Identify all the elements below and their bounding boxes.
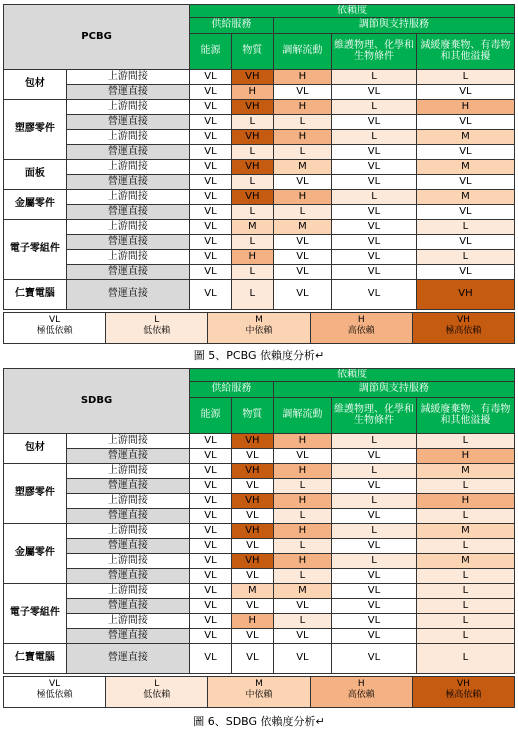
dependency-cell: M (273, 160, 331, 175)
dependency-cell: VH (231, 554, 273, 569)
legend-item-l (106, 677, 208, 707)
dependency-cell: VL (273, 644, 331, 674)
dependency-cell: M (273, 584, 331, 599)
dependency-cell: VL (332, 175, 417, 190)
scope-label: 營運直接 (66, 644, 189, 674)
dependency-cell: VL (332, 250, 417, 265)
dependency-cell: L (416, 614, 514, 629)
dependency-cell: VL (190, 494, 232, 509)
dependency-cell: L (273, 539, 331, 554)
dependency-cell: VL (332, 235, 417, 250)
legend-code: VL (49, 315, 61, 325)
dependency-cell: VL (273, 85, 331, 100)
dependency-cell: VL (190, 479, 232, 494)
category-塑膠零件: 塑膠零件 (4, 464, 67, 524)
dependency-cell: M (416, 190, 514, 205)
dependency-cell: VL (190, 464, 232, 479)
scope-label: 上游間接 (66, 434, 189, 449)
dependency-cell: L (273, 569, 331, 584)
table-row (4, 569, 515, 584)
material-col-header: 物質 (231, 398, 273, 434)
dependency-cell: VL (190, 190, 232, 205)
table-row (4, 265, 515, 280)
table-row (4, 434, 515, 449)
dependency-cell: L (416, 584, 514, 599)
dependency-cell: VL (273, 235, 331, 250)
table-row (4, 554, 515, 569)
dependency-cell: VL (416, 85, 514, 100)
dependency-cell: L (416, 479, 514, 494)
dependency-cell: M (416, 464, 514, 479)
dependency-cell: VL (416, 265, 514, 280)
dependency-cell: VH (231, 160, 273, 175)
dependency-cell: L (273, 509, 331, 524)
table-row (4, 479, 515, 494)
category-面板: 面板 (4, 160, 67, 190)
dependency-cell: L (416, 644, 514, 674)
scope-label: 營運直接 (66, 569, 189, 584)
legend-item-vh (413, 677, 514, 707)
dependency-cell: L (416, 569, 514, 584)
regulation-services-header: 調節與支持服務 (273, 382, 514, 398)
legend-item-m (208, 677, 310, 707)
dependency-cell: VL (273, 280, 331, 310)
dependency-cell: VL (332, 265, 417, 280)
dependency-cell: VL (231, 599, 273, 614)
category-仁寶電腦: 仁寶電腦 (4, 280, 67, 310)
dependency-cell: VL (273, 599, 331, 614)
dependency-cell: L (332, 524, 417, 539)
legend-text: 極高依賴 (445, 690, 482, 700)
legend-code: H (357, 679, 365, 689)
dependency-cell: VL (190, 449, 232, 464)
dependency-cell: VL (416, 175, 514, 190)
material-col-header: 物質 (231, 34, 273, 70)
dependency-cell: VL (332, 280, 417, 310)
dependency-cell: L (416, 250, 514, 265)
legend-item-h (311, 313, 413, 343)
dependency-cell: L (332, 130, 417, 145)
dependency-cell: VL (416, 145, 514, 160)
dependency-cell: VL (190, 434, 232, 449)
dependency-cell: VL (190, 280, 232, 310)
dependency-cell: VL (190, 220, 232, 235)
legend-code: VH (456, 315, 470, 325)
dependency-cell: H (273, 524, 331, 539)
dependency-cell: VL (273, 175, 331, 190)
dependency-cell: L (231, 280, 273, 310)
legend-code: L (154, 315, 160, 325)
dependency-cell: VL (190, 554, 232, 569)
dependency-cell: VL (273, 265, 331, 280)
dependency-cell: L (231, 205, 273, 220)
dependency-table-sdbg (3, 368, 515, 674)
table-row (4, 599, 515, 614)
dependency-cell: L (416, 220, 514, 235)
category-金屬零件: 金屬零件 (4, 524, 67, 584)
dependency-cell: M (231, 220, 273, 235)
flow-col-header: 調解流動 (273, 398, 331, 434)
dependency-cell: VH (231, 100, 273, 115)
dependency-cell: L (332, 434, 417, 449)
legend-code: VH (456, 679, 470, 689)
energy-col-header: 能源 (190, 34, 232, 70)
dependency-cell: L (231, 115, 273, 130)
dependency-cell: VL (231, 479, 273, 494)
dependency-cell: H (416, 100, 514, 115)
legend-text: 極高依賴 (445, 326, 482, 336)
dependency-cell: L (273, 145, 331, 160)
dependency-cell: VL (231, 644, 273, 674)
table-row (4, 145, 515, 160)
scope-label: 上游間接 (66, 614, 189, 629)
dependency-cell: VL (332, 449, 417, 464)
dependency-cell: VL (190, 70, 232, 85)
dependency-cell: VL (416, 115, 514, 130)
dependency-cell: VL (190, 509, 232, 524)
dependency-cell: VL (332, 569, 417, 584)
scope-label: 上游間接 (66, 70, 189, 85)
dependency-cell: VL (190, 614, 232, 629)
scope-label: 營運直接 (66, 539, 189, 554)
scope-label: 營運直接 (66, 449, 189, 464)
scope-label: 上游間接 (66, 160, 189, 175)
dependency-cell: L (416, 599, 514, 614)
legend-code: L (154, 679, 160, 689)
dependency-cell: L (332, 70, 417, 85)
dependency-cell: L (273, 614, 331, 629)
scope-label: 上游間接 (66, 584, 189, 599)
scope-label: 營運直接 (66, 205, 189, 220)
dependency-cell: H (273, 434, 331, 449)
legend-text: 極低依賴 (36, 326, 73, 336)
dependency-cell: M (416, 524, 514, 539)
legend-text: 低依賴 (143, 690, 171, 700)
dependency-cell: VL (273, 449, 331, 464)
table-row (4, 130, 515, 145)
table-title: PCBG (4, 5, 190, 70)
dependency-cell: L (231, 175, 273, 190)
dependency-cell: L (416, 70, 514, 85)
dependency-cell: H (273, 494, 331, 509)
scope-label: 上游間接 (66, 524, 189, 539)
legend-item-vh (413, 313, 514, 343)
dependency-cell: VL (190, 539, 232, 554)
scope-label: 營運直接 (66, 509, 189, 524)
dependency-cell: H (273, 100, 331, 115)
dependency-cell: L (416, 629, 514, 644)
dependency-cell: VL (332, 479, 417, 494)
scope-label: 上游間接 (66, 130, 189, 145)
table-row (4, 449, 515, 464)
dependency-cell: L (231, 235, 273, 250)
dependency-cell: VL (190, 205, 232, 220)
legend-item-h (311, 677, 413, 707)
dependency-cell: VL (332, 160, 417, 175)
dependency-cell: VL (231, 509, 273, 524)
bio-col-header: 維護物理、化學和生物條件 (332, 34, 417, 70)
table-row (4, 644, 515, 674)
dependency-cell: VL (190, 250, 232, 265)
dependency-table-pcbg (3, 4, 515, 310)
dependency-cell: VL (190, 599, 232, 614)
dependency-cell: VL (416, 235, 514, 250)
table-row (4, 250, 515, 265)
dependency-cell: VL (190, 584, 232, 599)
legend-pcbg (3, 312, 515, 344)
dependency-cell: L (273, 115, 331, 130)
supply-services-header: 供給服務 (190, 382, 274, 398)
legend-code: M (255, 315, 263, 325)
category-包材: 包材 (4, 434, 67, 464)
legend-text: 高依賴 (347, 690, 375, 700)
flow-col-header: 調解流動 (273, 34, 331, 70)
dependency-cell: L (416, 434, 514, 449)
dependency-cell: VL (332, 145, 417, 160)
scope-label: 上游間接 (66, 100, 189, 115)
dependency-cell: L (416, 539, 514, 554)
table-row (4, 85, 515, 100)
legend-code: VL (49, 679, 61, 689)
table-row (4, 160, 515, 175)
table-title: SDBG (4, 369, 190, 434)
dependency-cell: VL (190, 569, 232, 584)
table-row (4, 524, 515, 539)
legend-text: 中依賴 (245, 690, 273, 700)
dependency-cell: H (416, 449, 514, 464)
scope-label: 營運直接 (66, 599, 189, 614)
dependency-cell: VL (231, 629, 273, 644)
dependency-cell: VL (190, 160, 232, 175)
legend-item-l (106, 313, 208, 343)
dependency-cell: L (332, 190, 417, 205)
scope-label: 上游間接 (66, 250, 189, 265)
legend-text: 極低依賴 (36, 690, 73, 700)
dependency-cell: VH (231, 190, 273, 205)
dependency-cell: L (416, 509, 514, 524)
dependency-cell: VH (231, 130, 273, 145)
dependency-cell: VH (416, 280, 514, 310)
legend-code: M (255, 679, 263, 689)
dependency-cell: VH (231, 70, 273, 85)
dependency-cell: VL (332, 85, 417, 100)
dependency-cell: VL (332, 644, 417, 674)
dependency-cell: VL (190, 130, 232, 145)
supply-services-header: 供給服務 (190, 18, 274, 34)
legend-item-vl (4, 313, 106, 343)
legend-sdbg (3, 676, 515, 708)
dependency-cell: VL (332, 584, 417, 599)
dependency-cell: VL (332, 509, 417, 524)
dependency-cell: L (273, 479, 331, 494)
dependency-cell: L (332, 554, 417, 569)
category-金屬零件: 金屬零件 (4, 190, 67, 220)
figure-caption: 圖 6、SDBG 依賴度分析↵ (193, 715, 325, 728)
scope-label: 上游間接 (66, 464, 189, 479)
waste-col-header: 減緩廢棄物、有毒物和其他溢擾 (416, 34, 514, 70)
table-row (4, 70, 515, 85)
dependency-cell: H (416, 494, 514, 509)
dependency-cell: VL (190, 85, 232, 100)
table-row (4, 629, 515, 644)
dependency-cell: VH (231, 524, 273, 539)
legend-code: H (357, 315, 365, 325)
dependency-cell: VL (190, 115, 232, 130)
dependency-cell: VL (332, 539, 417, 554)
table-row (4, 220, 515, 235)
regulation-services-header: 調節與支持服務 (273, 18, 514, 34)
category-包材: 包材 (4, 70, 67, 100)
waste-col-header: 減緩廢棄物、有毒物和其他溢擾 (416, 398, 514, 434)
dependency-cell: VL (332, 115, 417, 130)
category-塑膠零件: 塑膠零件 (4, 100, 67, 160)
dependency-cell: L (231, 145, 273, 160)
dependency-cell: H (273, 554, 331, 569)
dependency-cell: VL (190, 100, 232, 115)
category-電子零組件: 電子零組件 (4, 584, 67, 644)
dependency-cell: VL (273, 629, 331, 644)
scope-label: 上游間接 (66, 494, 189, 509)
dependency-cell: H (273, 130, 331, 145)
scope-label: 營運直接 (66, 115, 189, 130)
dependency-cell: VL (332, 629, 417, 644)
dependency-cell: H (273, 70, 331, 85)
dependency-cell: VL (332, 614, 417, 629)
dependency-cell: H (231, 250, 273, 265)
scope-label: 上游間接 (66, 190, 189, 205)
table-row (4, 100, 515, 115)
dependency-cell: VL (231, 569, 273, 584)
scope-label: 營運直接 (66, 85, 189, 100)
dependency-cell: VL (273, 250, 331, 265)
legend-text: 中依賴 (245, 326, 273, 336)
scope-label: 上游間接 (66, 220, 189, 235)
dependency-cell: L (332, 100, 417, 115)
dependency-cell: L (332, 494, 417, 509)
scope-label: 營運直接 (66, 629, 189, 644)
dependency-cell: VH (231, 494, 273, 509)
dependency-cell: VL (332, 220, 417, 235)
dependency-cell: L (332, 464, 417, 479)
dependency-cell: M (416, 554, 514, 569)
dependency-cell: H (273, 190, 331, 205)
dependency-cell: VL (190, 145, 232, 160)
dependency-cell: VL (231, 449, 273, 464)
dependency-cell: M (416, 160, 514, 175)
scope-label: 營運直接 (66, 479, 189, 494)
dependency-cell: VL (190, 629, 232, 644)
scope-label: 營運直接 (66, 265, 189, 280)
scope-label: 營運直接 (66, 175, 189, 190)
dependency-cell: VL (190, 524, 232, 539)
dependency-cell: M (273, 220, 331, 235)
table-row (4, 614, 515, 629)
dependency-cell: VL (190, 175, 232, 190)
dependency-cell: H (231, 85, 273, 100)
table-row (4, 464, 515, 479)
dependency-cell: L (273, 205, 331, 220)
legend-text: 高依賴 (347, 326, 375, 336)
dependency-cell: VL (190, 265, 232, 280)
table-row (4, 205, 515, 220)
dependency-header: 依賴度 (190, 5, 515, 18)
dependency-cell: VH (231, 464, 273, 479)
table-row (4, 235, 515, 250)
dependency-cell: VL (190, 644, 232, 674)
dependency-cell: VL (190, 235, 232, 250)
scope-label: 營運直接 (66, 235, 189, 250)
figure-caption: 圖 5、PCBG 依賴度分析↵ (193, 349, 325, 362)
scope-label: 營運直接 (66, 280, 189, 310)
table-row (4, 190, 515, 205)
dependency-cell: M (416, 130, 514, 145)
scope-label: 營運直接 (66, 145, 189, 160)
dependency-cell: H (231, 614, 273, 629)
dependency-cell: VL (231, 539, 273, 554)
energy-col-header: 能源 (190, 398, 232, 434)
dependency-cell: L (231, 265, 273, 280)
table-row (4, 539, 515, 554)
table-row (4, 584, 515, 599)
dependency-cell: M (231, 584, 273, 599)
bio-col-header: 維護物理、化學和生物條件 (332, 398, 417, 434)
table-row (4, 175, 515, 190)
dependency-cell: VH (231, 434, 273, 449)
scope-label: 上游間接 (66, 554, 189, 569)
dependency-cell: VL (332, 205, 417, 220)
dependency-cell: VL (416, 205, 514, 220)
table-row (4, 280, 515, 310)
legend-text: 低依賴 (143, 326, 171, 336)
category-仁寶電腦: 仁寶電腦 (4, 644, 67, 674)
dependency-header: 依賴度 (190, 369, 515, 382)
table-row (4, 494, 515, 509)
legend-item-m (208, 313, 310, 343)
legend-item-vl (4, 677, 106, 707)
table-row (4, 115, 515, 130)
table-row (4, 509, 515, 524)
dependency-cell: VL (332, 599, 417, 614)
dependency-cell: H (273, 464, 331, 479)
category-電子零組件: 電子零組件 (4, 220, 67, 280)
